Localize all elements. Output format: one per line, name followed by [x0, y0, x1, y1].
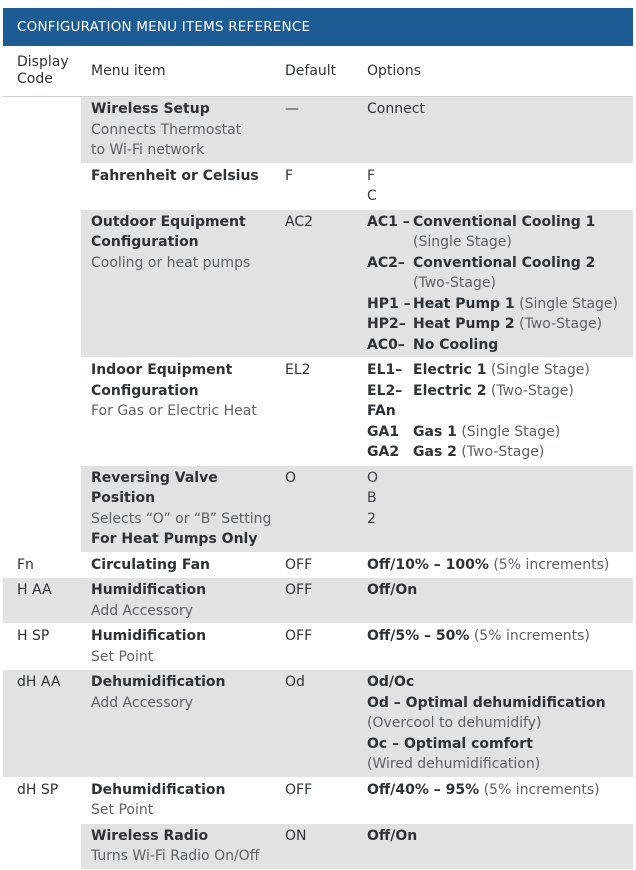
table-title: CONFIGURATION MENU ITEMS REFERENCE — [3, 8, 633, 46]
menu-item: Dehumidification — [91, 781, 226, 798]
default-value: O — [281, 466, 353, 552]
menu-item-desc: Cooling or heat pumps — [91, 254, 251, 271]
display-code: dH AA — [17, 674, 61, 690]
option-note: (Overcool to dehumidify) — [367, 715, 542, 731]
option: O — [367, 469, 379, 486]
menu-item: Fahrenheit or Celsius — [91, 167, 259, 184]
option: 2 — [367, 510, 376, 527]
default-value: OFF — [285, 556, 313, 573]
option: Off/40% – 95% — [367, 781, 480, 798]
table-row — [3, 578, 633, 624]
display-code: H AA — [17, 582, 52, 598]
menu-item: Outdoor Equipment — [91, 213, 246, 230]
option-note: (5% increments) — [493, 556, 610, 573]
option: Off/10% – 100% — [367, 556, 489, 573]
table-row — [3, 553, 633, 579]
menu-item-desc: to Wi-Fi network — [91, 142, 205, 158]
option: FAn — [367, 403, 396, 419]
menu-item-desc: Set Point — [91, 648, 154, 665]
default-value: OFF — [285, 781, 313, 798]
option: AC0– No Cooling — [367, 336, 499, 353]
option: Oc – Optimal comfort — [367, 735, 533, 752]
menu-item: Dehumidification — [91, 674, 226, 690]
option: AC2– Conventional Cooling 2 — [367, 254, 596, 271]
option: F — [367, 167, 376, 184]
option: GA2 Gas 2 (Two-Stage) — [367, 444, 545, 460]
default-value: AC2 — [281, 210, 353, 358]
menu-item: Humidification — [91, 628, 207, 644]
menu-item-desc: Add Accessory — [91, 694, 194, 711]
menu-item: Configuration — [91, 234, 199, 250]
header-options: Options — [367, 63, 422, 79]
option: Connect — [367, 101, 425, 117]
table-row — [3, 778, 633, 824]
menu-item: Wireless Radio — [91, 827, 209, 844]
default-value: — — [281, 97, 353, 163]
option: GA1 Gas 1 (Single Stage) — [367, 423, 561, 440]
option: EL1– Electric 1 (Single Stage) — [367, 362, 590, 378]
reference-table — [3, 8, 633, 870]
table-row — [3, 466, 633, 553]
display-code: H SP — [17, 628, 50, 644]
option-note: (Wired dehumidification) — [367, 756, 541, 772]
header-menu-item: Menu item — [91, 63, 166, 79]
table-row — [3, 624, 633, 670]
option: C — [367, 188, 377, 204]
menu-item: Reversing Valve Position — [91, 469, 218, 506]
menu-item-desc: For Gas or Electric Heat — [91, 403, 257, 419]
option: Od/Oc — [367, 674, 415, 690]
option-note: (5% increments) — [483, 781, 600, 798]
default-value: F — [285, 167, 294, 184]
option: EL2– Electric 2 (Two-Stage) — [367, 382, 574, 399]
table-row — [3, 670, 633, 778]
header-default: Default — [285, 63, 337, 79]
option: B — [367, 490, 377, 506]
menu-item: Indoor Equipment — [91, 362, 233, 378]
option: Od – Optimal dehumidification — [367, 694, 606, 711]
menu-item-desc: Selects “O” or “B” Setting — [91, 510, 272, 527]
menu-item-desc: Turns Wi-Fi Radio On/Off — [91, 848, 260, 864]
menu-item-desc: Set Point — [91, 802, 154, 818]
default-value: Od — [281, 670, 353, 777]
menu-item: Circulating Fan — [91, 556, 210, 573]
table-row — [3, 824, 633, 870]
header-row — [3, 46, 633, 97]
menu-item: Configuration — [91, 382, 199, 399]
option: HP2– Heat Pump 2 (Two-Stage) — [367, 316, 603, 332]
menu-item-desc: Add Accessory — [91, 602, 194, 619]
menu-item: Humidification — [91, 582, 207, 598]
table-row — [3, 164, 633, 210]
menu-item-desc: Connects Thermostat — [91, 121, 242, 138]
default-value: EL2 — [285, 362, 311, 378]
option: Off/On — [367, 582, 418, 598]
table-row — [3, 210, 633, 359]
display-code: Fn — [17, 556, 34, 573]
option: Off/On — [367, 827, 418, 844]
default-value: OFF — [281, 578, 353, 623]
option-note: (5% increments) — [473, 628, 590, 644]
option: Off/5% – 50% — [367, 628, 470, 644]
display-code: dH SP — [17, 781, 59, 798]
option-note: (Single Stage) — [413, 234, 512, 250]
menu-item-note: For Heat Pumps Only — [91, 531, 258, 547]
header-display-code: Display Code — [17, 54, 69, 87]
option: HP1 – Heat Pump 1 (Single Stage) — [367, 295, 619, 312]
default-value: OFF — [285, 628, 313, 644]
table-row — [3, 358, 633, 466]
option-note: (Two-Stage) — [413, 275, 496, 291]
default-value: ON — [281, 824, 353, 869]
table-row — [3, 97, 633, 164]
option: AC1 – Conventional Cooling 1 — [367, 213, 596, 230]
menu-item: Wireless Setup — [91, 101, 210, 117]
